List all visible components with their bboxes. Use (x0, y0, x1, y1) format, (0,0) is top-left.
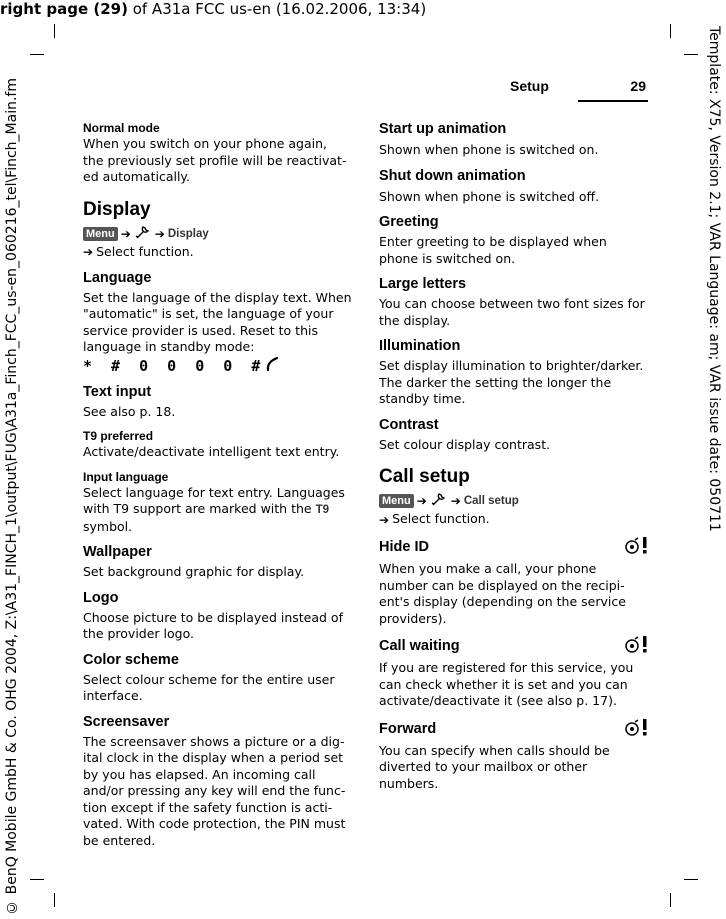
t9-text: Activate/deactivate intelligent text entry. (83, 444, 340, 459)
shut-anim-title: Shut down animation (379, 167, 526, 184)
operator-service-icon (623, 536, 649, 558)
contrast-text: Set colour display contrast. (379, 436, 551, 452)
illumination-title: Illumination (379, 338, 461, 354)
print-header (0, 0, 426, 18)
template-info: Template: X75, Version 2.1; VAR Language: am; VAR issue date: 050711 (706, 26, 722, 532)
print-header-rest: of A31a FCC us-en (16.02.2006, 13:34) (127, 0, 427, 18)
color-scheme-text: Select colour scheme for the entire user interface. (83, 671, 335, 703)
input-language-text-b: symbol. (83, 518, 133, 534)
arrow-right-icon: ➔ (416, 494, 427, 508)
running-head-rule (578, 100, 648, 102)
crop-mark (30, 54, 44, 55)
screensaver-text: The screensaver shows a picture or a dig-ital clock in the display when a period set by you has elapsed. An incoming call and/or pressing any key will end the func-tion except if the safety function is acti-vated. With code protection, the PIN must be entered. (83, 733, 346, 848)
input-language-text-a: Select language for text entry. Languages with T9 support are marked with the (83, 484, 345, 516)
t9-title: T9 preferred (83, 429, 154, 443)
hide-id-text: When you make a call, your phone number can be displayed on the recipi-ent's display (depending on the service providers). (379, 561, 626, 626)
running-head (500, 74, 648, 104)
color-scheme-title: Color scheme (83, 651, 179, 668)
large-letters-title: Large letters (379, 276, 467, 292)
call-setup-menu-path (379, 491, 649, 511)
crop-mark (670, 893, 671, 907)
forward-heading-row (379, 718, 649, 740)
crop-mark (684, 879, 698, 880)
language-title: Language (83, 269, 152, 286)
contrast-title: Contrast (379, 416, 439, 433)
start-anim-title: Start up animation (379, 121, 507, 137)
arrow-right-icon: ➔ (154, 226, 165, 241)
t9-symbol: T9 (315, 504, 329, 516)
hide-id-title: Hide ID (379, 539, 429, 555)
call-setup-crumb: Call setup (463, 495, 519, 507)
shut-anim-text: Shown when phone is switched off. (379, 188, 600, 204)
greeting-text: Enter greeting to be displayed when phone is switched on. (379, 234, 607, 266)
call-setup-select-row (379, 511, 649, 528)
forward-text: You can specify when calls should be diverted to your mailbox or other numbers. (379, 742, 610, 791)
operator-service-icon (623, 635, 649, 657)
display-select-row (83, 244, 353, 261)
input-language-text (83, 485, 353, 536)
text-input-title: Text input (83, 383, 152, 400)
call-waiting-text: If you are registered for this service, you can check whether it is set and you can activate/deactivate it (see also p. 17). (379, 660, 634, 708)
copyright-path: © BenQ Mobile GmbH & Co. OHG 2004, Z:\A31_FINCH_1\output\FUG\A31a_Finch_FCC_us-en_060216_tel\Finch_Main.fm (4, 78, 20, 915)
illumination-text: Set display illumination to brighter/darker. The darker the setting the longer the standby time. (379, 358, 644, 406)
crop-mark (30, 879, 44, 880)
arrow-right-icon: ➔ (120, 226, 131, 241)
call-setup-section-title: Call setup (379, 466, 470, 487)
display-crumb: Display (167, 227, 209, 240)
logo-title: Logo (83, 589, 119, 606)
hide-id-heading-row (379, 536, 649, 558)
right-column (379, 120, 649, 792)
input-language-title: Input language (83, 469, 169, 484)
page-number: 29 (630, 78, 646, 94)
crop-mark (670, 24, 671, 38)
display-menu-path (83, 224, 353, 244)
call-waiting-title: Call waiting (379, 638, 460, 654)
operator-service-icon (623, 718, 649, 740)
start-anim-text: Shown when phone is switched on. (379, 142, 599, 157)
menu-key: Menu (83, 227, 118, 241)
wrench-icon (430, 491, 448, 511)
phone-call-icon (265, 356, 281, 377)
display-select-text: Select function. (96, 243, 194, 259)
display-section-title: Display (83, 198, 151, 220)
normal-mode-text: When you switch on your phone again, the previously set profile will be reactivat-ed automatically. (83, 136, 347, 184)
wallpaper-text: Set background graphic for display. (83, 564, 305, 579)
logo-text: Choose picture to be displayed instead of the provider logo. (83, 609, 343, 641)
crop-mark (684, 54, 698, 55)
reset-code-keys: * # 0 0 0 0 # (83, 357, 266, 375)
arrow-right-icon: ➔ (379, 512, 390, 527)
language-text: Set the language of the display text. When "automatic" is set, the language of your service provider is used. Reset to this language in standby mode: (83, 289, 352, 354)
call-waiting-heading-row (379, 635, 649, 657)
normal-mode-title: Normal mode (83, 121, 160, 135)
arrow-right-icon: ➔ (450, 494, 461, 508)
greeting-title: Greeting (379, 214, 439, 230)
menu-key: Menu (379, 494, 414, 508)
arrow-right-icon: ➔ (83, 245, 94, 259)
wallpaper-title: Wallpaper (83, 544, 152, 560)
crop-mark (54, 24, 55, 38)
left-column (83, 120, 353, 849)
language-reset-code (83, 356, 353, 377)
call-setup-select-text: Select function. (392, 511, 490, 527)
print-header-bold: right page (29) (0, 0, 128, 18)
forward-title: Forward (379, 720, 437, 737)
text-input-text: See also p. 18. (83, 403, 176, 419)
running-head-section: Setup (510, 78, 549, 94)
wrench-icon (134, 224, 152, 244)
large-letters-text: You can choose between two font sizes for the display. (379, 296, 645, 328)
screensaver-title: Screensaver (83, 713, 170, 730)
crop-mark (54, 893, 55, 907)
